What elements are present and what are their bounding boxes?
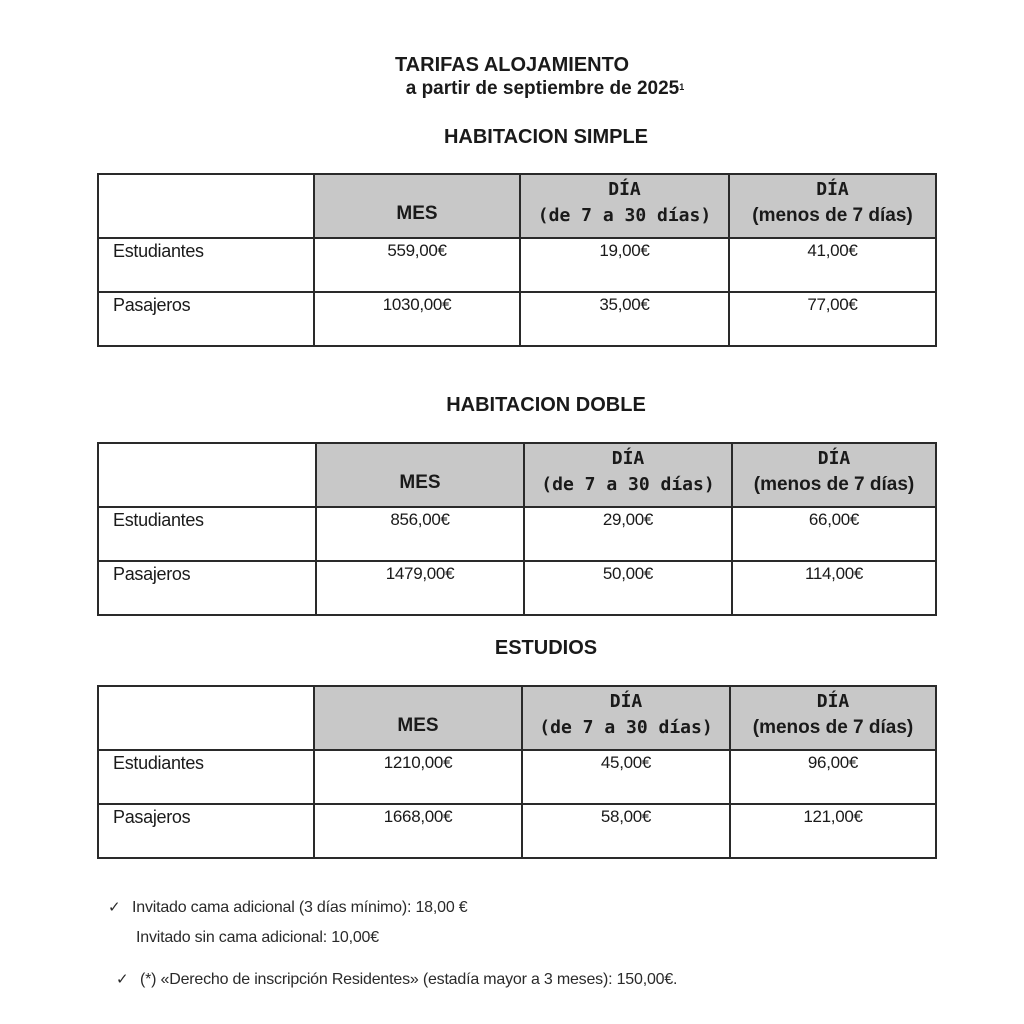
- header-mes: MES: [316, 443, 524, 507]
- row-label: Estudiantes: [98, 507, 316, 561]
- cell-dia-7-30: 19,00€: [520, 238, 729, 292]
- cell-dia-menos-7: 121,00€: [730, 804, 936, 858]
- note-1-text: Invitado cama adicional (3 días mínimo): 18,00 €: [132, 899, 468, 916]
- table-row: [98, 238, 936, 292]
- subtitle-text: a partir de septiembre de 2025: [405, 78, 680, 99]
- cell-dia-7-30: 50,00€: [524, 561, 732, 615]
- header-dia-menos-7: [729, 174, 936, 238]
- header-dia-7-30-line1: DÍA: [611, 448, 645, 469]
- header-dia-menos-7: [732, 443, 936, 507]
- header-dia-7-30: [520, 174, 729, 238]
- row-label: Estudiantes: [98, 750, 314, 804]
- footnote-mark: 1: [679, 82, 685, 92]
- header-dia-menos-7-line1: DÍA: [817, 448, 851, 469]
- note-2-text: (*) «Derecho de inscripción Residentes» (estadía mayor a 3 meses): 150,00€.: [140, 971, 678, 988]
- header-mes: MES: [314, 174, 520, 238]
- header-dia-7-30: [524, 443, 732, 507]
- header-empty-cell: [98, 686, 314, 750]
- note-1-line-2: [136, 929, 379, 947]
- table-row: [98, 750, 936, 804]
- table-row: [98, 804, 936, 858]
- note-2: [116, 970, 677, 989]
- cell-dia-menos-7: 114,00€: [732, 561, 936, 615]
- table-header-row: [98, 443, 936, 507]
- header-dia-menos-7-line1: DÍA: [816, 691, 850, 712]
- checkmark-icon: ✓: [116, 970, 129, 988]
- cell-dia-7-30: 58,00€: [522, 804, 730, 858]
- header-dia-7-30-line1: DÍA: [609, 691, 643, 712]
- cell-mes: 856,00€: [316, 507, 524, 561]
- cell-dia-7-30: 29,00€: [524, 507, 732, 561]
- cell-mes: 1479,00€: [316, 561, 524, 615]
- checkmark-icon: ✓: [108, 898, 121, 916]
- row-label: Pasajeros: [98, 561, 316, 615]
- cell-dia-menos-7: 66,00€: [732, 507, 936, 561]
- cell-mes: 1030,00€: [314, 292, 520, 346]
- header-dia-7-30-line1: DÍA: [608, 179, 641, 200]
- rates-table-estudios: [97, 685, 937, 859]
- table-row: [98, 561, 936, 615]
- header-dia-7-30: [522, 686, 730, 750]
- header-dia-7-30-line2: (de 7 a 30 días): [539, 717, 713, 738]
- header-dia-menos-7: [730, 686, 936, 750]
- row-label: Estudiantes: [98, 238, 314, 292]
- cell-dia-menos-7: 77,00€: [729, 292, 936, 346]
- section-title-habitacion-simple: HABITACION SIMPLE: [443, 126, 649, 148]
- cell-mes: 1210,00€: [314, 750, 522, 804]
- document-subtitle: [0, 78, 1024, 100]
- row-label: Pasajeros: [98, 292, 314, 346]
- rates-table-habitacion-doble: [97, 442, 937, 616]
- cell-mes: 559,00€: [314, 238, 520, 292]
- header-dia-menos-7-line2: (menos de 7 días): [753, 474, 915, 495]
- header-mes: MES: [314, 686, 522, 750]
- document-title: TARIFAS ALOJAMIENTO: [394, 54, 630, 76]
- rates-table-habitacion-simple: [97, 173, 937, 347]
- table-row: [98, 292, 936, 346]
- table-header-row: [98, 174, 936, 238]
- header-dia-7-30-line2: (de 7 a 30 días): [537, 205, 712, 226]
- cell-mes: 1668,00€: [314, 804, 522, 858]
- table-row: [98, 507, 936, 561]
- cell-dia-menos-7: 96,00€: [730, 750, 936, 804]
- header-empty-cell: [98, 174, 314, 238]
- section-title-habitacion-doble: HABITACION DOBLE: [446, 394, 646, 416]
- section-title-estudios: ESTUDIOS: [494, 637, 598, 659]
- table-header-row: [98, 686, 936, 750]
- cell-dia-7-30: 45,00€: [522, 750, 730, 804]
- header-empty-cell: [98, 443, 316, 507]
- cell-dia-menos-7: 41,00€: [729, 238, 936, 292]
- header-dia-menos-7-line2: (menos de 7 días): [752, 717, 914, 738]
- header-dia-menos-7-line1: DÍA: [816, 179, 849, 200]
- note-1-second-text: Invitado sin cama adicional: 10,00€: [136, 929, 379, 946]
- cell-dia-7-30: 35,00€: [520, 292, 729, 346]
- header-dia-menos-7-line2: (menos de 7 días): [752, 205, 913, 226]
- note-1-line-1: [108, 898, 467, 917]
- row-label: Pasajeros: [98, 804, 314, 858]
- header-dia-7-30-line2: (de 7 a 30 días): [541, 474, 715, 495]
